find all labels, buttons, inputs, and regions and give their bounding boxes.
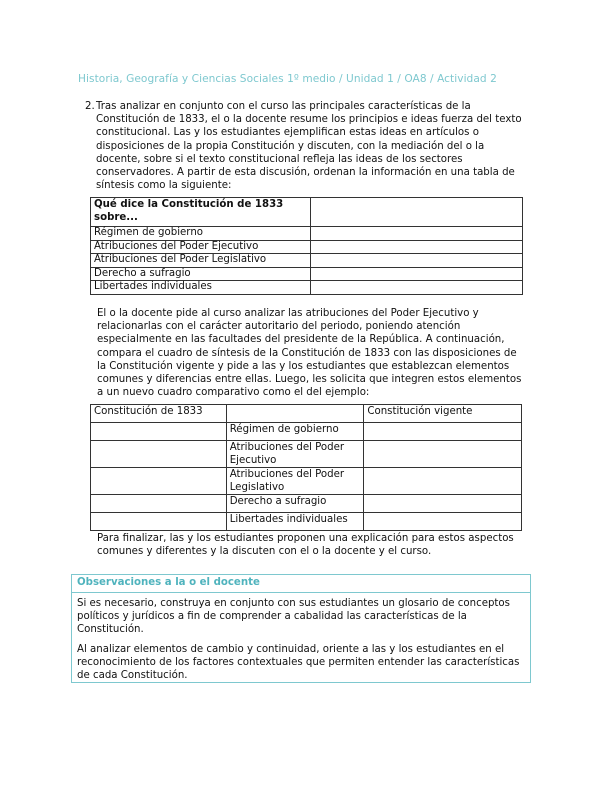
- table-cell: [311, 281, 523, 295]
- table-cell: [364, 441, 522, 468]
- activity-paragraph-3: Para finalizar, las y los estudiantes proponen una explicación para estos aspectos comunes y diferentes y la discuten con el o la docente y el curso.: [97, 533, 514, 558]
- table-row: [91, 240, 523, 254]
- table-row: [91, 254, 523, 268]
- table-cell: [91, 513, 227, 531]
- table-cell: [364, 468, 522, 495]
- row-label: Atribuciones del Poder Ejecutivo: [91, 240, 311, 254]
- table-row: [91, 267, 523, 281]
- table-row: [91, 513, 522, 531]
- comparison-table: [90, 404, 522, 531]
- table-cell: [364, 423, 522, 441]
- row-label: Derecho a sufragio: [91, 267, 311, 281]
- observations-title: Observaciones a la o el docente: [72, 575, 530, 593]
- table-row: [91, 441, 522, 468]
- activity-paragraph-2: El o la docente pide al curso analizar las atribuciones del Poder Ejecutivo y relacionarlas con el carácter autoritario del periodo, poniendo atención especialmente en las facultades del presidente de la República. A continuación, compara el cuadro de síntesis de la Constitución de 1833 con las disposiciones de la Constitución vigente y pide a las y los estudiantes que establezcan elementos comunes y diferencias entre ellas. Luego, les solicita que integren estos elementos a un nuevo cuadro comparativo como el del ejemplo:: [97, 308, 522, 399]
- table-cell: [226, 405, 364, 423]
- row-label: Libertades individuales: [91, 281, 311, 295]
- synthesis-table: [90, 197, 523, 295]
- table-cell: [91, 423, 227, 441]
- table-cell: [311, 267, 523, 281]
- row-label: Derecho a sufragio: [226, 495, 364, 513]
- table-row: [91, 405, 522, 423]
- observations-body: [72, 593, 530, 682]
- observation-paragraph: Al analizar elementos de cambio y continuidad, oriente a las y los estudiantes en el reconocimiento de los factores contextuales que permiten entender las características de cada Constitución.: [77, 643, 520, 682]
- table-cell: [91, 441, 227, 468]
- table-cell: [311, 198, 523, 227]
- row-label: Atribuciones del Poder Legislativo: [226, 468, 364, 495]
- table-cell: [91, 495, 227, 513]
- table-row: [91, 495, 522, 513]
- table-cell: [311, 240, 523, 254]
- row-label: Régimen de gobierno: [91, 227, 311, 241]
- table-row: [91, 468, 522, 495]
- table-cell: [364, 513, 522, 531]
- table-row: [91, 281, 523, 295]
- breadcrumb-header: Historia, Geografía y Ciencias Sociales 1º medio / Unidad 1 / OA8 / Actividad 2: [78, 73, 497, 85]
- table-row: [91, 198, 523, 227]
- row-label: Atribuciones del Poder Legislativo: [91, 254, 311, 268]
- row-label: Régimen de gobierno: [226, 423, 364, 441]
- synthesis-table-header: Qué dice la Constitución de 1833 sobre...: [91, 198, 311, 227]
- activity-intro: Tras analizar en conjunto con el curso las principales características de la Constitución de 1833, el o la docente resume los principios e ideas fuerza del texto constitucional. Las y los estudiantes ejemplifican estas ideas en artículos o disposiciones de la propia Constitución y discuten, con la mediación del o la docente, sobre si el texto constitucional refleja las ideas de los sectores conservadores. A partir de esta discusión, ordenan la información en una tabla de síntesis como la siguiente:: [96, 101, 522, 192]
- table-row: [91, 423, 522, 441]
- activity-number: 2.: [85, 101, 95, 112]
- col-header-vigente: Constitución vigente: [364, 405, 522, 423]
- row-label: Libertades individuales: [226, 513, 364, 531]
- col-header-1833: Constitución de 1833: [91, 405, 227, 423]
- table-row: [91, 227, 523, 241]
- teacher-observations-box: [71, 574, 531, 683]
- observation-paragraph: Si es necesario, construya en conjunto con sus estudiantes un glosario de conceptos políticos y jurídicos a fin de comprender a cabalidad las características de la Constitución.: [77, 598, 510, 636]
- row-label: Atribuciones del Poder Ejecutivo: [226, 441, 364, 468]
- table-cell: [91, 468, 227, 495]
- table-cell: [311, 254, 523, 268]
- table-cell: [311, 227, 523, 241]
- table-cell: [364, 495, 522, 513]
